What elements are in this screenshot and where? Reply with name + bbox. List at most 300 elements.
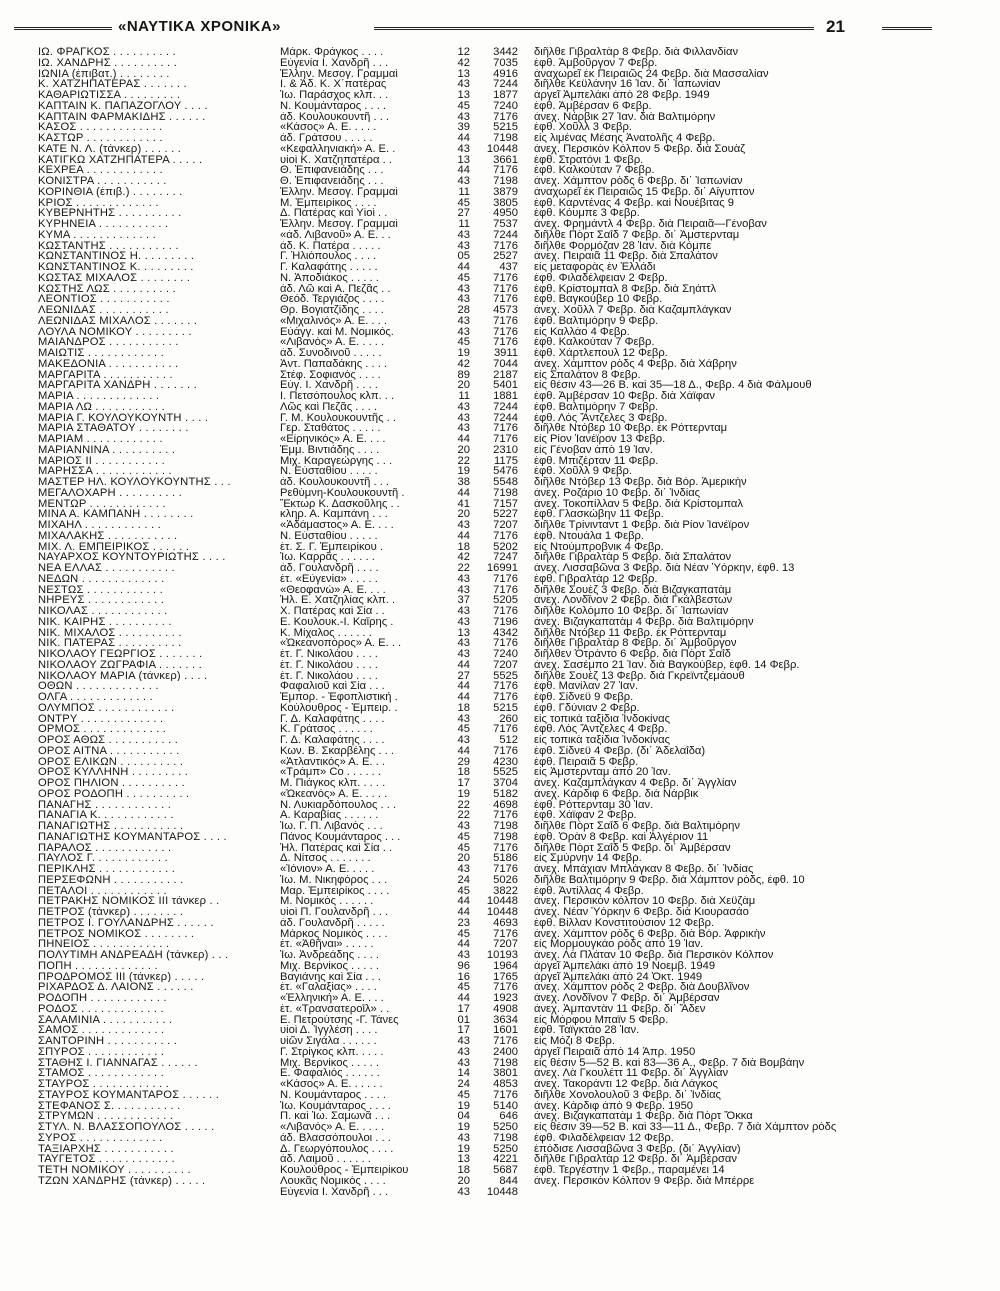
- position-status: ἀνεχ. Τοκοπίλλαν 5 Φεβρ. διὰ Κρίστομπαλ: [534, 498, 743, 510]
- position-status: ἐφθ. Γιβραλτὰρ 12 Φεβρ.: [534, 573, 658, 585]
- tonnage: 16991: [486, 563, 518, 574]
- flag-code: 13: [457, 90, 470, 101]
- position-status: ἀνεχ. Νέαν Ὑόρκην 6 Φεβρ. διὰ Κιουρασάο: [534, 907, 749, 918]
- owner: Ι. & Ἀδ. Κ. Χ΄πατέρας: [280, 79, 387, 90]
- position-status: εἰς τοπικὰ ταξίδια Ἰνδοκίνας: [534, 735, 670, 746]
- table-row: [38, 251, 884, 262]
- owner: Εὐάγγ. καὶ Μ. Νομικός.: [280, 326, 394, 338]
- flag-code: 45: [457, 100, 470, 112]
- ship-name: ΠΕΡΣΕΦΩΝΗ . . . . . . . . . . .: [38, 874, 184, 886]
- ship-name: ΝΙΚΟΛΑΟΥ ΜΑΡΙΑ (τάνκερ) . . . .: [38, 670, 208, 682]
- tonnage: 7176: [493, 864, 518, 875]
- owner: «Ἰόνιον» Α. Ε. . . . .: [280, 864, 375, 875]
- table-row: [38, 810, 884, 821]
- owner: Ἐμπορ. - Ἐφοπλιστική .: [280, 692, 398, 703]
- tonnage: 10448: [486, 907, 518, 918]
- flag-code: 13: [457, 68, 470, 80]
- owner: Στέφ. Σοφιανὸς . . . .: [280, 369, 381, 381]
- position-status: ἀνεχ. Λὰ Πλάταν 10 Φεβρ. διὰ Περσικὸν Κόλπον: [534, 950, 774, 961]
- owner: Ε. Πετρούτσης -Γ. Τάνες: [280, 1014, 399, 1026]
- table-row: [38, 316, 884, 327]
- table-row: [38, 1144, 884, 1155]
- tonnage: 3822: [493, 885, 518, 897]
- position-status: ἐφθ. Κρίστομπαλ 8 Φεβρ. διὰ Σηάττλ: [534, 283, 717, 295]
- owner: Μ. Ἐμπειρίκος . . . .: [280, 197, 377, 209]
- table-row: [38, 886, 884, 897]
- ship-name: ΛΟΥΛΑ ΝΟΜΙΚΟΥ . . . . . . . . .: [38, 326, 192, 338]
- tonnage: 7244: [493, 79, 518, 90]
- tonnage: 3442: [493, 47, 518, 58]
- tonnage: 1881: [493, 391, 518, 402]
- owner: Μιχ. Καραγεώργης . . .: [280, 455, 393, 467]
- tonnage: 7176: [493, 842, 518, 854]
- flag-code: 18: [457, 1165, 470, 1176]
- position-status: εἰς θέσιν 5—52 Β. καὶ 83—36 Α., Φεβρ. 7 διὰ Βομβάην: [534, 1057, 805, 1069]
- ship-name: ΤΕΤΗ ΝΟΜΙΚΟΥ . . . . . . . . . .: [38, 1165, 191, 1176]
- ship-name: ΜΙΧΑΛΑΚΗΣ . . . . . . . . . . .: [38, 530, 178, 542]
- table-row: [38, 58, 884, 69]
- flag-code: 42: [457, 358, 470, 370]
- flag-code: 43: [457, 423, 470, 434]
- flag-code: 19: [457, 348, 470, 359]
- position-status: ἀνεχ. Πειραιᾶ 11 Φεβρ. διὰ Σπαλάτον: [534, 251, 718, 262]
- position-status: εἰς θέσιν 39—52 Β. καὶ 33—11 Δ., Φεβρ. 7 διὰ Χάμπτον ρὸδς: [534, 1122, 837, 1133]
- table-row: [38, 660, 884, 671]
- position-status: ἐφθ. Λὸς Ἄντζελες 4 Φεβρ.: [534, 724, 668, 735]
- flag-code: 43: [457, 1132, 470, 1144]
- owner: Λουκᾶς Νομικὸς . . . .: [280, 1175, 386, 1187]
- header-rule-far-right: [882, 27, 932, 30]
- ship-name: ΚΑΣΤΩΡ . . . . . . . . . . . .: [38, 133, 163, 144]
- table-row: [38, 832, 884, 843]
- flag-code: 43: [457, 1186, 470, 1198]
- table-row: [38, 800, 884, 811]
- ship-name: ΣΑΛΑΜΙΝΙΑ . . . . . . . . . . .: [38, 1014, 173, 1026]
- position-status: ἐφθ. Γλασκώβην 11 Φεβρ.: [534, 509, 664, 520]
- position-status: διῆλθε Πὸρτ Σαΐδ 6 Φεβρ. διὰ Βαλτιμόρην: [534, 821, 740, 832]
- tonnage: 7537: [493, 219, 518, 230]
- table-row: [38, 79, 884, 90]
- owner: Ν. Εὐσταθίου . . . . .: [280, 530, 378, 542]
- tonnage: 7240: [493, 649, 518, 660]
- ship-name: ΠΕΤΡΟΣ (τάνκερ) . . . . . . . .: [38, 907, 184, 918]
- table-row: [38, 305, 884, 316]
- owner: Ἰω. Παράσχος κλπ. . .: [280, 90, 389, 101]
- ship-name: ΜΑΡΙΑΜ . . . . . . . . . . . .: [38, 434, 163, 445]
- ship-name: ΣΤΡΥΜΩΝ . . . . . . . . . . . .: [38, 1111, 174, 1122]
- ship-name: ΣΤΑΥΡΟΣ . . . . . . . . . . . .: [38, 1079, 169, 1090]
- flag-code: 96: [457, 960, 470, 972]
- table-row: [38, 359, 884, 370]
- tonnage: 7244: [493, 401, 518, 413]
- flag-code: 19: [457, 1122, 470, 1133]
- flag-code: 43: [457, 573, 470, 585]
- flag-code: 43: [457, 111, 470, 123]
- flag-code: 20: [457, 380, 470, 391]
- table-row: [38, 445, 884, 456]
- flag-code: 44: [457, 487, 470, 499]
- table-row: [38, 262, 884, 273]
- table-row: [38, 208, 884, 219]
- ship-name: ΟΡΟΣ ΑΘΩΣ . . . . . . . . . . .: [38, 735, 179, 746]
- tonnage: 7198: [493, 831, 518, 843]
- tonnage: 4573: [493, 305, 518, 316]
- position-status: διῆλθε Χονολουλοῦ 3 Φεβρ. δι΄ Ἰνδίας: [534, 1089, 721, 1101]
- position-status: διῆλθε Ντόβερ 13 Φεβρ. διὰ Βόρ. Ἀμερικὴν: [534, 477, 747, 488]
- flag-code: 43: [457, 584, 470, 596]
- owner: Κουλούθρος - Ἐμπειρίκου: [280, 1165, 409, 1176]
- table-row: [38, 972, 884, 983]
- table-row: [38, 907, 884, 918]
- ship-name: ΟΘΩΝ . . . . . . . . . . . . .: [38, 681, 159, 692]
- table-row: [38, 542, 884, 553]
- ship-name: ΜΑΡΗΣΣΑ . . . . . . . . . . . .: [38, 466, 172, 477]
- position-status: ἀνεχ. Χάμπτον ρὸδς 4 Φεβρ. διὰ Χάβρην: [534, 358, 737, 370]
- ship-name: ΡΟΔΟΣ . . . . . . . . . . . . .: [38, 1003, 164, 1015]
- owner: «Κάσος» Α. Ε. . . . .: [280, 122, 377, 133]
- ship-name: ΜΙΧΑΗΛ . . . . . . . . . . . .: [38, 520, 161, 531]
- flag-code: 42: [457, 57, 470, 69]
- tonnage: 3634: [493, 1014, 518, 1026]
- tonnage: 3801: [493, 1068, 518, 1079]
- flag-code: 19: [457, 466, 470, 477]
- ship-name: ΠΟΠΗ . . . . . . . . . . . . .: [38, 960, 158, 972]
- table-row: [38, 391, 884, 402]
- owner: Εὐγενία Ι. Χανδρῆ . . .: [280, 1186, 389, 1198]
- flag-code: 44: [457, 681, 470, 692]
- owner: Μαρ. Ἐμπειρίκος . . . .: [280, 885, 390, 897]
- position-status: ἐφθ. Μανίλαν 27 Ἰαν.: [534, 681, 639, 692]
- position-status: ἐφθ. Ρόττερνταμ 30 Ἰαν.: [534, 799, 654, 811]
- ship-name: ΚΕΧΡΕΑ . . . . . . . . . . . .: [38, 165, 163, 176]
- owner: ἐτ. «Γαλαξίας» . . . .: [280, 982, 377, 993]
- table-row: [38, 380, 884, 391]
- position-status: διῆλθε Σουὲζ 13 Φεβρ. διὰ Γκρεϊντζεμάουθ: [534, 670, 745, 682]
- ship-name: ΠΑΝΑΓΙΩΤΗΣ ΚΟΥΜΑΝΤΑΡΟΣ . . . .: [38, 831, 227, 843]
- ship-name: ΚΩΝΣΤΑΝΤΙΝΟΣ Η. . . . . . . . .: [38, 251, 195, 262]
- position-status: ἀνεχ. Βιζαγκαπατὰμ 4 Φεβρ. διὰ Βαλτιμόρην: [534, 616, 754, 628]
- owner: Δ. Πατέρας καὶ Υἱοὶ . .: [280, 208, 388, 219]
- table-row: [38, 509, 884, 520]
- ship-name: ΚΩΣΤΑΝΤΗΣ . . . . . . . . . . .: [38, 240, 179, 252]
- tonnage: 10448: [486, 143, 518, 155]
- ship-name: ΚΩΣΤΑΣ ΜΙΧΑΛΟΣ . . . . . . . .: [38, 272, 191, 284]
- table-row: [38, 918, 884, 929]
- position-status: ἐφθ. Ντουάλα 1 Φεβρ.: [534, 530, 644, 542]
- position-status: ἀναχωρεῖ ἐκ Πειραιῶς 15 Φεβρ. δι΄ Αἴγυπτον: [534, 186, 755, 198]
- table-row: [38, 628, 884, 639]
- ship-name: ΚΩΝΣΤΑΝΤΙΝΟΣ Κ. . . . . . . . .: [38, 262, 194, 273]
- tonnage: 7247: [493, 552, 518, 563]
- table-row: [38, 337, 884, 348]
- ship-position-table: [38, 47, 884, 1197]
- table-row: [38, 219, 884, 230]
- ship-name: ΜΑΡΓΑΡΙΤΑ . . . . . . . . . . .: [38, 369, 173, 381]
- owner: ἐτ. Γ. Νικολάου . . . .: [280, 659, 378, 671]
- table-row: [38, 241, 884, 252]
- table-row: [38, 724, 884, 735]
- owner: Ν. Ἀποδιάκος . . . . .: [280, 272, 379, 284]
- flag-code: 43: [457, 616, 470, 628]
- position-status: ἀνεχ. Λισσαβῶνα 3 Φεβρ. διὰ Νέαν Ὑόρκην, ἐφθ. 13: [534, 563, 795, 574]
- table-row: [38, 896, 884, 907]
- owner: Ἡλ. Ε. Χατζηλίας κλπ. .: [280, 595, 396, 606]
- position-status: διῆλθε Γιβραλτὰρ 8 Φεβρ. δι΄ Ἀμβοῦργον: [534, 638, 737, 649]
- tonnage: 3704: [493, 778, 518, 789]
- position-status: ἐφθ. Χάϊφαν 2 Φεβρ.: [534, 810, 637, 821]
- position-status: εἰς Ἀμστερνταμ ἀπὸ 20 Ἰαν.: [534, 767, 671, 778]
- flag-code: 43: [457, 294, 470, 305]
- flag-code: 11: [458, 186, 470, 198]
- owner: Θ. Ἐπιφανειάδης . . .: [280, 176, 384, 187]
- tonnage: 5525: [493, 767, 518, 778]
- table-row: [38, 198, 884, 209]
- table-row: [38, 1025, 884, 1036]
- table-row: [38, 757, 884, 768]
- tonnage: 4221: [493, 1154, 518, 1165]
- owner: ἀδ. Συνοδινοῦ . . . . .: [280, 348, 382, 359]
- ship-name: ΜΙΧ. Λ. ΕΜΠΕΙΡΙΚΟΣ . . . . . .: [38, 541, 190, 553]
- owner: Ἀντ. Παπαδάκης . . . .: [280, 358, 388, 370]
- tonnage: 5250: [493, 1143, 518, 1155]
- tonnage: 7035: [493, 57, 518, 69]
- tonnage: 7176: [493, 681, 518, 692]
- tonnage: 3911: [493, 348, 518, 359]
- table-row: [38, 423, 884, 434]
- tonnage: 7207: [493, 939, 518, 950]
- flag-code: 38: [457, 477, 470, 488]
- flag-code: 19: [457, 1100, 470, 1112]
- flag-code: 44: [457, 745, 470, 757]
- owner: ἀδ. Λαιμοῦ . . . . . .: [280, 1154, 371, 1165]
- tonnage: 3879: [493, 186, 518, 198]
- ship-name: ΚΑΣΟΣ . . . . . . . . . . . . .: [38, 122, 163, 133]
- owner: «Τράμπ» Co . . . . . .: [280, 767, 381, 778]
- ship-name: ΤΑΞΙΑΡΧΗΣ . . . . . . . . . . .: [38, 1143, 174, 1155]
- table-row: [38, 1015, 884, 1026]
- flag-code: 43: [457, 649, 470, 660]
- owner: υἱοὶ Δ. Ἰγγλέση . . . .: [280, 1025, 378, 1036]
- table-row: [38, 563, 884, 574]
- owner: Ι. Πετσόπουλος κλπ. . .: [280, 391, 395, 402]
- tonnage: 4853: [493, 1079, 518, 1090]
- tonnage: 7207: [493, 520, 518, 531]
- table-row: [38, 348, 884, 359]
- tonnage: 7198: [493, 821, 518, 832]
- ship-name: ΝΙΚ. ΜΙΧΑΛΟΣ . . . . . . . . . .: [38, 627, 182, 639]
- tonnage: 7176: [493, 434, 518, 445]
- ship-name: ΜΕΝΤΩΡ . . . . . . . . . . . .: [38, 498, 166, 510]
- ship-name: ΜΑΣΤΕΡ ΗΛ. ΚΟΥΛΟΥΚΟΥΝΤΗΣ . . .: [38, 477, 231, 488]
- ship-name: [38, 1187, 280, 1198]
- table-row: [38, 1004, 884, 1015]
- flag-code: 43: [457, 143, 470, 155]
- position-status: ἐφθ. Ἀμβοῦργον 7 Φεβρ.: [534, 57, 658, 69]
- tonnage: 5525: [493, 670, 518, 682]
- position-status: διῆλθε Κεϋλάνην 16 Ἰαν. δι΄ Ἰαπωνίαν: [534, 79, 721, 90]
- table-row: [38, 370, 884, 381]
- owner: Κ. Γράτσος . . . . . .: [280, 724, 373, 735]
- position-status: διῆλθε Ντόβερ 11 Φεβρ. ἐκ Ρόττερνταμ: [534, 627, 727, 639]
- table-row: [38, 413, 884, 424]
- tonnage: 5026: [493, 874, 518, 886]
- position-status: ἐφθ. Τεργέστην 1 Φεβρ., παραμένει 14: [534, 1165, 725, 1176]
- flag-code: 43: [457, 401, 470, 413]
- position-status: ἀναχωρεῖ ἐκ Πειραιῶς 24 Φεβρ. διὰ Μασσαλίαν: [534, 68, 769, 80]
- tonnage: 2310: [493, 444, 518, 456]
- table-row: [38, 155, 884, 166]
- tonnage: 4698: [493, 799, 518, 811]
- tonnage: 5687: [493, 1165, 518, 1176]
- position-status: ἐφθ. Χάρτλεπουλ 12 Φεβρ.: [534, 348, 668, 359]
- flag-code: 44: [457, 907, 470, 918]
- owner: Κούλουθρος - Ἐμπειρ. .: [280, 702, 398, 714]
- ship-name: ΠΕΤΡΑΚΗΣ ΝΟΜΙΚΟΣ ΙΙΙ τάνκερ . .: [38, 896, 220, 907]
- position-status: διῆλθε Γιβραλτὰρ 8 Φεβρ. διὰ Φιλλανδίαν: [534, 47, 739, 58]
- flag-code: 89: [457, 369, 470, 381]
- position-status: ἐφθ. Βίλλαν Κονστιτούσιον 12 Φεβρ.: [534, 917, 715, 929]
- ship-name: ΚΑΠΤΑΙΝ ΦΑΡΜΑΚΙΔΗΣ . . . . . .: [38, 111, 206, 123]
- position-status: ἐφθ. Καλκούταν 7 Φεβρ.: [534, 337, 655, 348]
- owner: Ν. Κουμάνταρος . . . .: [280, 1089, 387, 1101]
- table-row: [38, 714, 884, 725]
- ship-name: ΝΕΑ ΕΛΛΑΣ . . . . . . . . . . .: [38, 563, 175, 574]
- position-status: διῆλθε Κολόμπο 10 Φεβρ. δι΄ Ἰαπωνίαν: [534, 606, 729, 617]
- owner: ἐτ. Γ. Νικολάου . . . .: [280, 670, 378, 682]
- tonnage: 1175: [493, 455, 518, 467]
- tonnage: 7176: [493, 1036, 518, 1047]
- position-status: ἐφθ. Καλκούταν 7 Φεβρ.: [534, 165, 655, 176]
- tonnage: 7198: [493, 1132, 518, 1144]
- ship-name: ΚΥΡΗΝΕΙΑ . . . . . . . . . . .: [38, 219, 169, 230]
- owner: Γ. Δ. Καλαφάτης . . . .: [280, 713, 385, 725]
- tonnage: 7176: [493, 283, 518, 295]
- page-number: 21: [826, 17, 845, 36]
- ship-name: ΜΑΡΙΑ ΛΩ . . . . . . . . . . .: [38, 401, 165, 413]
- tonnage: 7176: [493, 337, 518, 348]
- owner: «Ὠκεανός» Α. Ε. . . . .: [280, 788, 388, 800]
- owner: «Λιβανός» Α. Ε. . . . .: [280, 337, 385, 348]
- tonnage: 1964: [493, 960, 518, 972]
- position-status: ἐφθ. Βαγκούβερ 10 Φεβρ.: [534, 294, 663, 305]
- tonnage: 1923: [493, 993, 518, 1004]
- table-row: [38, 230, 884, 241]
- tonnage: 4950: [493, 208, 518, 219]
- tonnage: 2527: [493, 251, 518, 262]
- position-status: ἀνεχ. Λονδῖνον 7 Φεβρ. δι΄ Ἀμβέρσαν: [534, 993, 720, 1004]
- ship-name: ΡΙΧΑΡΔΟΣ Δ. ΛΑΙΟΝΣ . . . . . .: [38, 982, 194, 993]
- tonnage: 7176: [493, 165, 518, 176]
- tonnage: 5140: [493, 1100, 518, 1112]
- position-status: ἀνεχ. Καζαμπλάγκαν 4 Φεβρ. δι΄ Ἀγγλίαν: [534, 778, 737, 789]
- position-status: ἐφθ. Βαλτιμόρην 9 Φεβρ.: [534, 315, 659, 327]
- owner: «Ὠκεανοπόρος» Α. Ε. . .: [280, 638, 402, 649]
- flag-code: 45: [457, 724, 470, 735]
- position-status: [534, 1187, 884, 1198]
- owner: «Θεοφανώ» Α. Ε. . . .: [280, 584, 386, 596]
- tonnage: 7176: [493, 315, 518, 327]
- ship-name: ΝΕΔΩΝ . . . . . . . . . . . . .: [38, 573, 165, 585]
- position-status: ἐφθ. Μπιζέρταν 11 Φεβρ.: [534, 455, 659, 467]
- position-status: ἐφθ. Σίδνεϋ 9 Φεβρ.: [534, 692, 634, 703]
- table-row: [38, 574, 884, 585]
- tonnage: 7244: [493, 229, 518, 241]
- ship-name: ΝΙΚΟΛΑΟΥ ΖΩΓΡΑΦΙΑ . . . . . . .: [38, 659, 202, 671]
- position-status: ἐπόδισε Λισσαβῶνα 3 Φεβρ. (δι΄ Ἀγγλίαν): [534, 1143, 741, 1155]
- ship-name: ΚΟΡΙΝΘΙΑ (ἐπιβ.) . . . . . . . .: [38, 186, 183, 198]
- ship-name: ΜΑΚΕΔΟΝΙΑ . . . . . . . . . . .: [38, 358, 179, 370]
- owner: «Λιβανός» Α. Ε. . . . .: [280, 1122, 385, 1133]
- position-status: ἀνεχ. Φρημάντλ 4 Φεβρ. διὰ Πειραιᾶ—Γένοβαν: [534, 219, 767, 230]
- ship-name: ΚΥΜΑ . . . . . . . . . . . . .: [38, 229, 156, 241]
- position-status: διῆλθε Πὸρτ Σαΐδ 5 Φεβρ. δι΄ Ἀμβέρσαν: [534, 842, 731, 854]
- table-row: [38, 950, 884, 961]
- flag-code: 44: [457, 434, 470, 445]
- flag-code: 43: [457, 229, 470, 241]
- flag-code: 22: [457, 455, 470, 467]
- table-row: [38, 187, 884, 198]
- position-status: ἀνεχ. Χάμπτον ρὸδς 6 Φεβρ. διὰ Βόρ. Ἀφρικὴν: [534, 928, 766, 940]
- owner: ἐτ. Σ. Γ. Ἐμπειρίκου .: [280, 541, 383, 553]
- flag-code: 37: [457, 595, 470, 606]
- owner: «Ἀτλαντικός» Α. Ε. . .: [280, 756, 385, 768]
- owner: ἀδ. Κ. Πατέρα . . . . .: [280, 240, 381, 252]
- tonnage: 7176: [493, 928, 518, 940]
- position-status: ἀνεχ. Χάμπτον ρὸδς 6 Φεβρ. δι΄ Ἰαπωνίαν: [534, 176, 743, 187]
- ship-name: ΟΡΟΣ ΕΛΙΚΩΝ . . . . . . . . . .: [38, 756, 184, 768]
- flag-code: 43: [457, 864, 470, 875]
- tonnage: 7207: [493, 659, 518, 671]
- owner: Γ. Καλαφάτης . . . . .: [280, 262, 378, 273]
- ship-name: ΝΙΚΟΛΑΣ . . . . . . . . . . . .: [38, 606, 168, 617]
- flag-code: 43: [457, 735, 470, 746]
- owner: Π. καὶ Ἰω. Σαμωνᾶ . . .: [280, 1111, 391, 1122]
- position-status: ἀνεχ. Ἀμπαντὰν 11 Φεβρ. δι΄ Ἄδεν: [534, 1003, 706, 1015]
- tonnage: 7176: [493, 606, 518, 617]
- position-status: ἐφθ. Κόυμπε 3 Φεβρ.: [534, 208, 640, 219]
- owner: Δ. Νίτσος . . . . . . .: [280, 853, 371, 864]
- tonnage: 5548: [493, 477, 518, 488]
- tonnage: 7176: [493, 573, 518, 585]
- owner: Ε. Κουλουκ.-Ι. Καΐρης .: [280, 616, 394, 628]
- position-status: ἐφθ. Χοῦλλ 9 Φεβρ.: [534, 466, 632, 477]
- position-status: διῆλθε Γιβραλτὰρ 5 Φεβρ. διὰ Σπαλάτον: [534, 552, 732, 563]
- flag-code: 20: [457, 509, 470, 520]
- position-status: ἀργεῖ Ἀμπελάκι ἀπὸ 19 Νοεμβ. 1949: [534, 960, 716, 972]
- ship-name: ΣΤΥΛ. Ν. ΒΛΑΣΣΟΠΟΥΛΟΣ . . . . .: [38, 1122, 215, 1133]
- flag-code: 44: [457, 530, 470, 542]
- owner: υἱοὶ Κ. Χατζηπατέρα . .: [280, 154, 392, 166]
- owner: «Ἀδάμαστος» Α. Ε. . . .: [280, 520, 394, 531]
- position-status: ἀνεχ. Χοῦλλ 7 Φεβρ. διὰ Καζαμπλάγκαν: [534, 305, 732, 316]
- flag-code: 43: [457, 240, 470, 252]
- table-row: [38, 982, 884, 993]
- ship-name: ΜΕΓΑΛΟΧΑΡΗ . . . . . . . . . .: [38, 487, 182, 499]
- tonnage: 7176: [493, 745, 518, 757]
- position-status: ἀργεῖ Ἀμπελάκι ἀπὸ 24 Ὀκτ. 1949: [534, 971, 703, 983]
- tonnage: 7176: [493, 240, 518, 252]
- position-status: ἀργεῖ Πειραιᾶ ἀπὸ 14 Ἀπρ. 1950: [534, 1046, 696, 1058]
- table-row: [38, 735, 884, 746]
- table-row: [38, 520, 884, 531]
- tonnage: 7198: [493, 133, 518, 144]
- tonnage: 5250: [493, 1122, 518, 1133]
- owner: Μάρκ. Φράγκος . . . .: [280, 47, 384, 58]
- flag-code: 43: [457, 412, 470, 424]
- table-row: [38, 434, 884, 445]
- flag-code: 13: [457, 154, 470, 166]
- position-status: ἀνεχ. Νάρβικ 27 Ἰαν. διὰ Βαλτιμόρην: [534, 111, 716, 123]
